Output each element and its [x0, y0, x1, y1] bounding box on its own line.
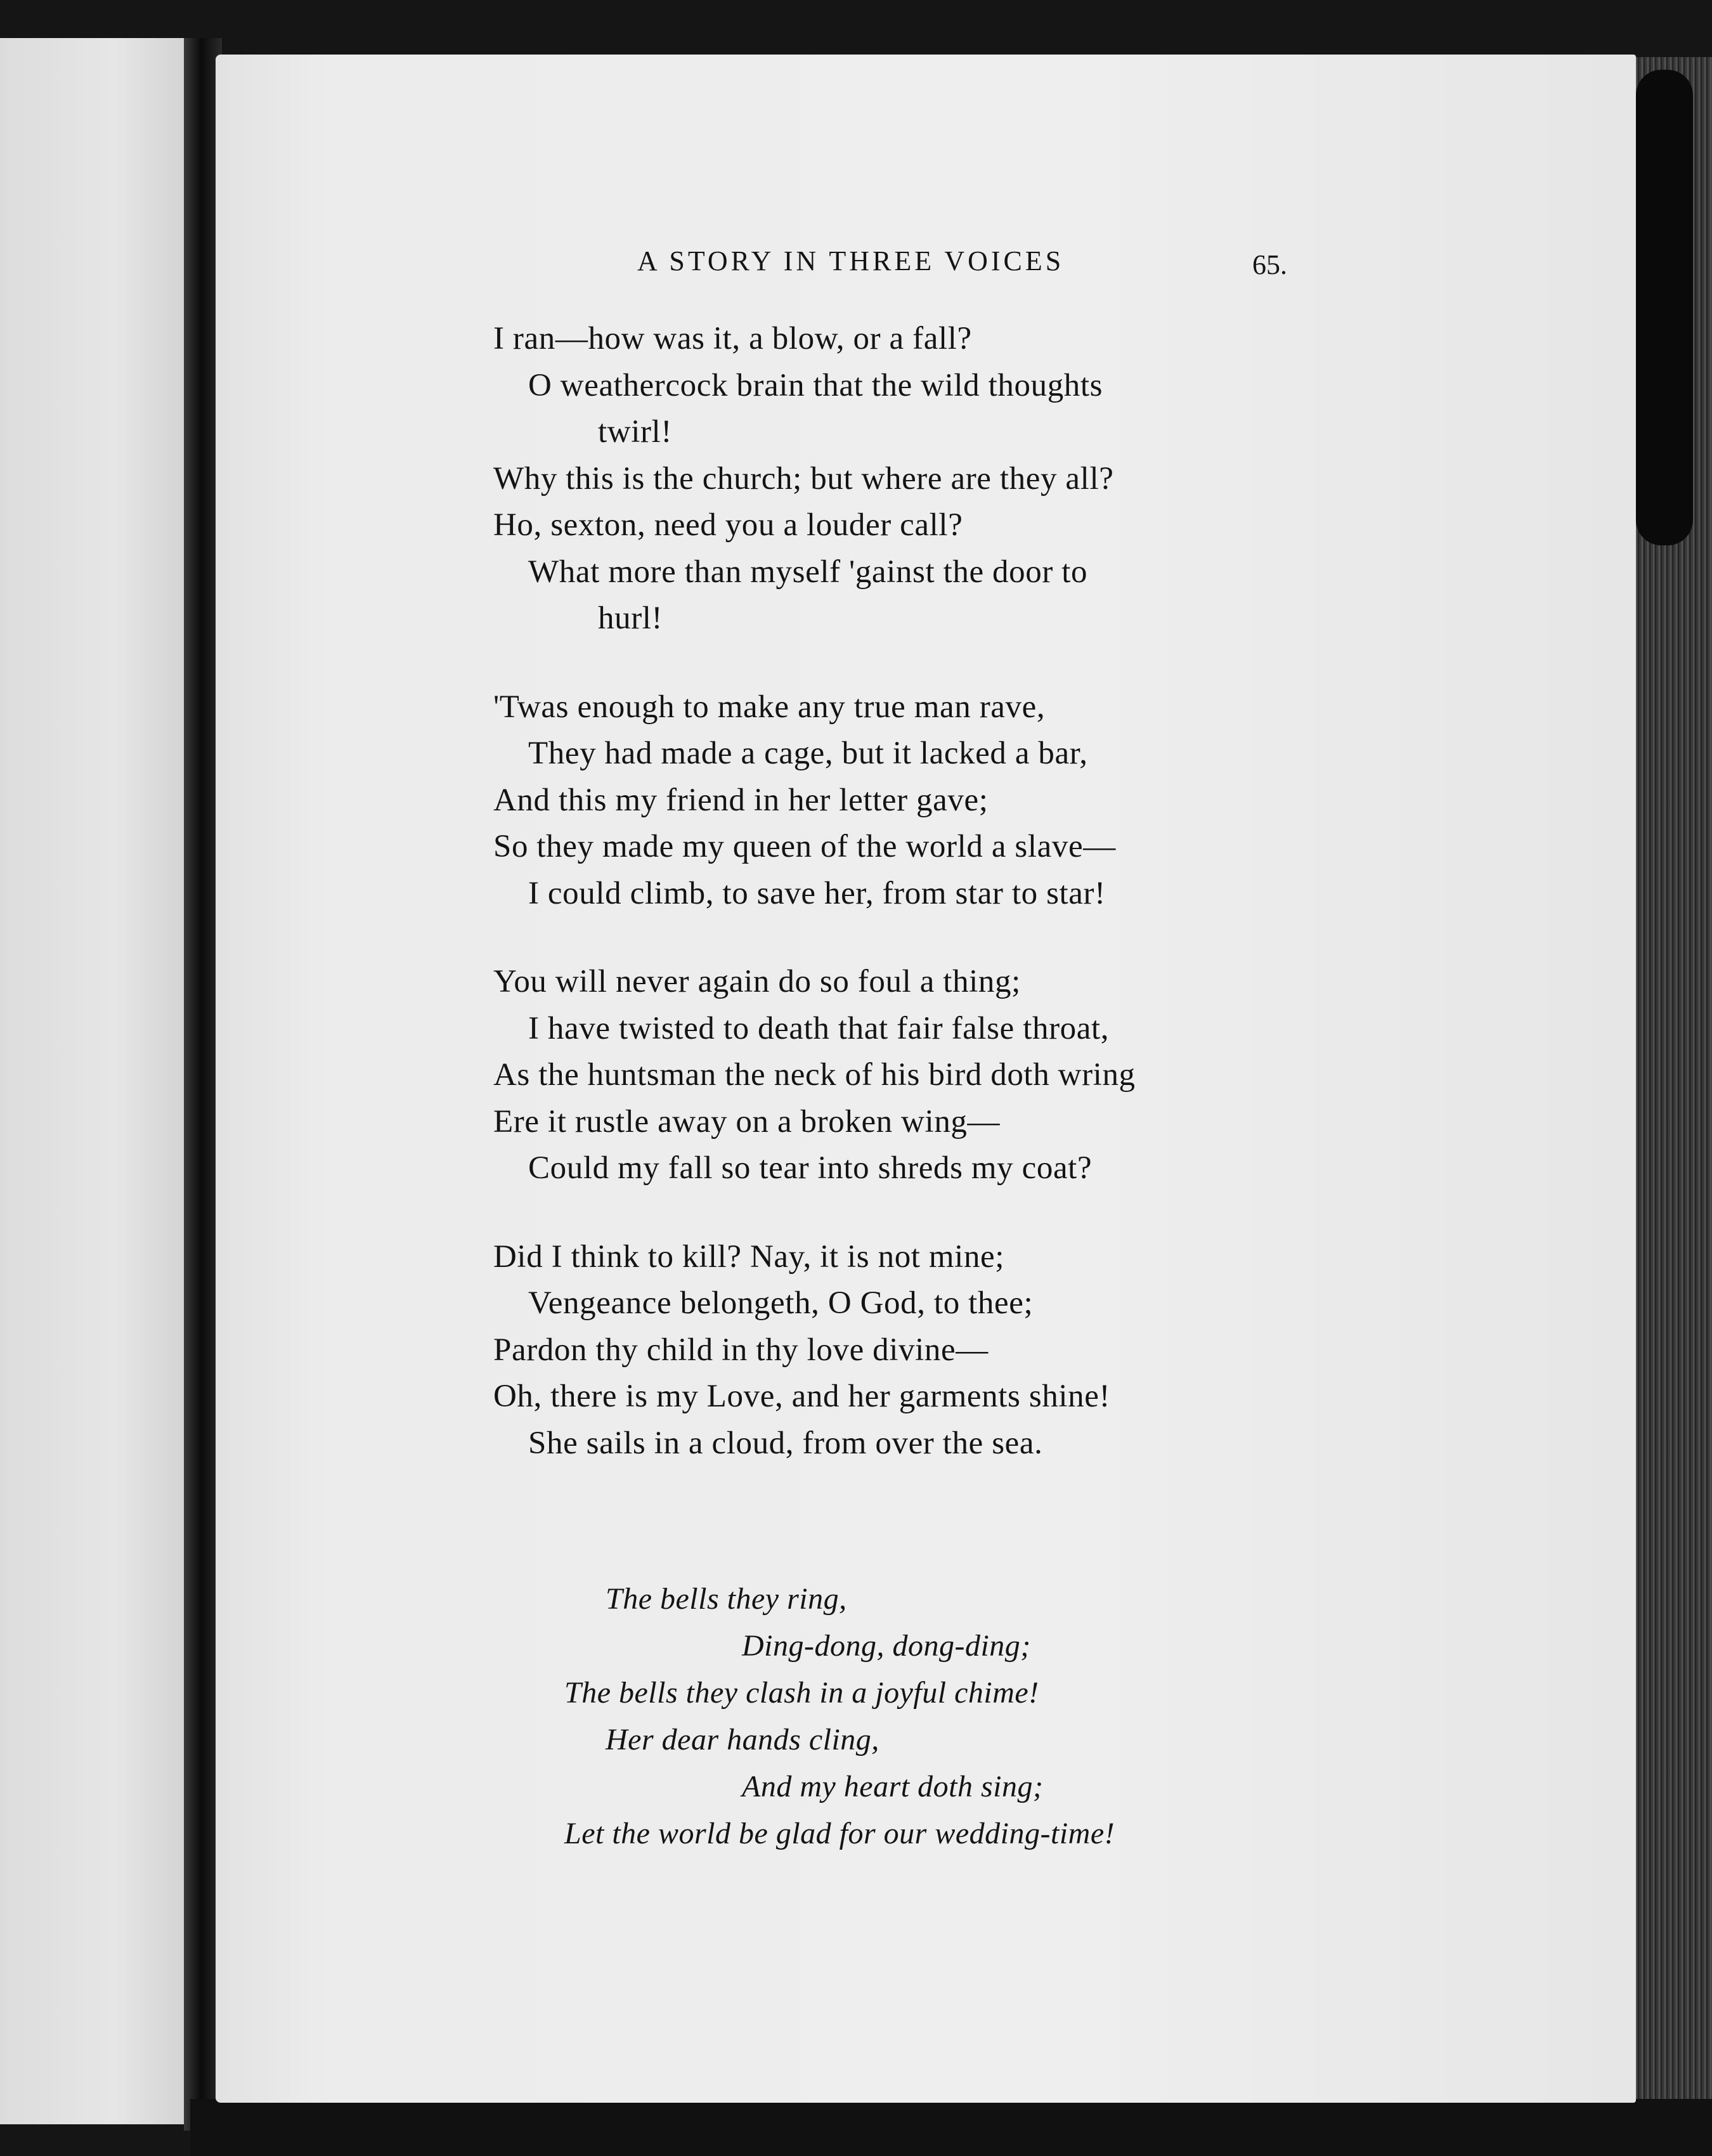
- poem-line: Could my fall so tear into shreds my coat?: [528, 1150, 1093, 1186]
- poem-line: What more than myself 'gainst the door to: [528, 554, 1088, 590]
- poem-line: So they made my queen of the world a slave—: [493, 829, 1116, 864]
- song-line: Ding-dong, dong-ding;: [742, 1629, 1031, 1663]
- wedding-song: [564, 1576, 1325, 1857]
- poem-line: twirl!: [598, 414, 672, 450]
- poem-line: Pardon thy child in thy love divine—: [493, 1332, 989, 1368]
- stanza-break: [493, 917, 1318, 959]
- poem-line: Why this is the church; but where are they all?: [493, 460, 1114, 497]
- poem-body: [493, 316, 1318, 1467]
- song-line: The bells they ring,: [606, 1582, 847, 1616]
- poem-line: hurl!: [598, 601, 663, 636]
- poem-line: Did I think to kill? Nay, it is not mine;: [493, 1238, 1005, 1275]
- poem-line: She sails in a cloud, from over the sea.: [528, 1425, 1043, 1461]
- poem-line: You will never again do so foul a thing;: [493, 964, 1021, 999]
- poem-line: They had made a cage, but it lacked a bar,: [528, 736, 1088, 771]
- poem-line: Ere it rustle away on a broken wing—: [493, 1103, 1001, 1140]
- poem-line: I could climb, to save her, from star to star!: [528, 875, 1106, 911]
- poem-line: As the huntsman the neck of his bird doth wring: [493, 1057, 1136, 1093]
- running-title: A STORY IN THREE VOICES: [637, 245, 1065, 276]
- song-line: The bells they clash in a joyful chime!: [564, 1676, 1039, 1710]
- stanza-break: [493, 1192, 1318, 1234]
- song-line: And my heart doth sing;: [742, 1770, 1044, 1803]
- poem-line: I have twisted to death that fair false throat,: [528, 1010, 1110, 1046]
- bottom-edge: [190, 2099, 1712, 2156]
- poem-line: Oh, there is my Love, and her garments shine!: [493, 1379, 1111, 1414]
- song-line: Her dear hands cling,: [606, 1723, 879, 1757]
- song-line: Let the world be glad for our wedding-time!: [564, 1817, 1115, 1850]
- previous-page-edge: [0, 38, 190, 2124]
- poem-line: And this my friend in her letter gave;: [493, 782, 989, 818]
- poem-line: I ran—how was it, a blow, or a fall?: [493, 321, 972, 356]
- poem-line: Ho, sexton, need you a louder call?: [493, 507, 963, 543]
- edge-shadow: [1636, 70, 1693, 545]
- poem-line: 'Twas enough to make any true man rave,: [493, 689, 1046, 725]
- poem-line: O weathercock brain that the wild thoughts: [528, 367, 1103, 403]
- poem-line: Vengeance belongeth, O God, to thee;: [528, 1285, 1034, 1321]
- stanza-break: [493, 642, 1318, 684]
- page-number: 65.: [1252, 249, 1287, 280]
